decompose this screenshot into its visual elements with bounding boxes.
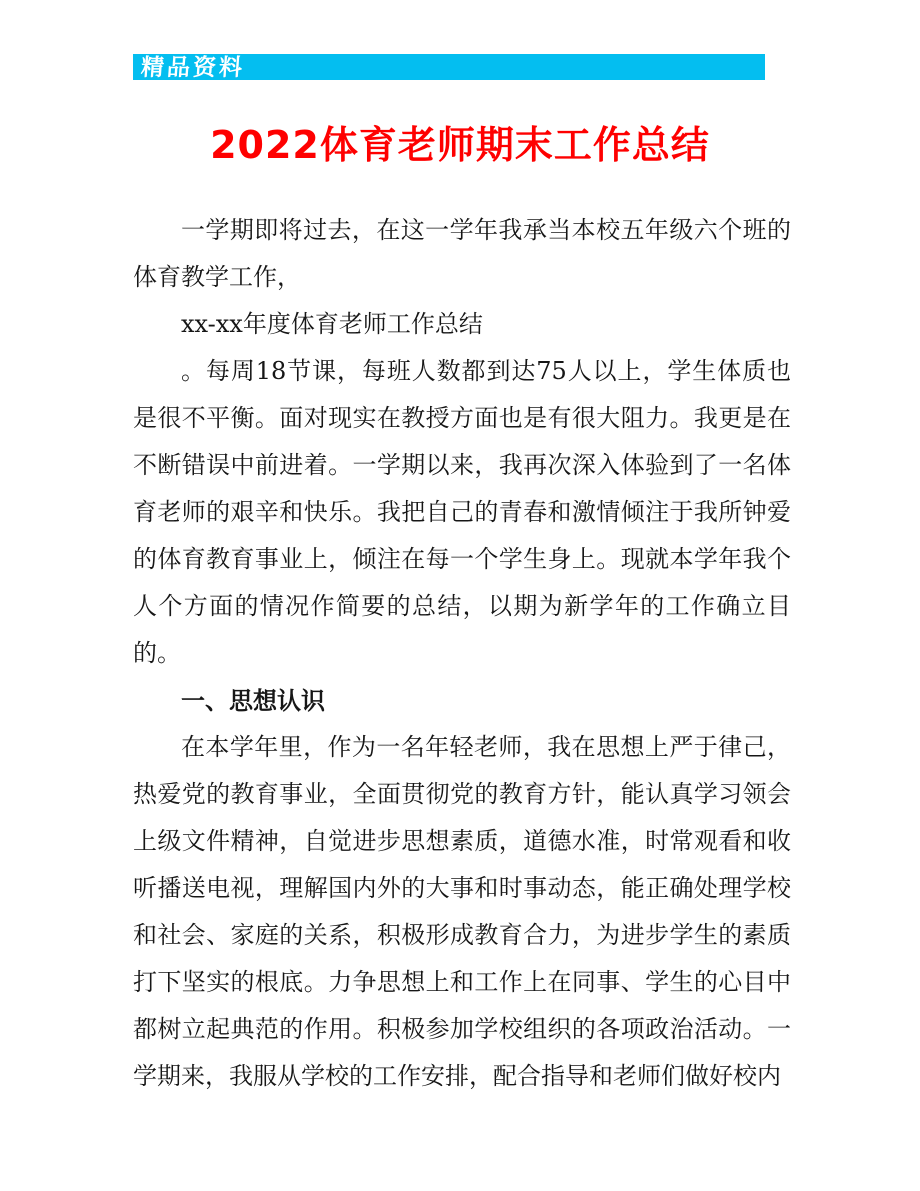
paragraph-ideology-body: 在本学年里，作为一名年轻老师，我在思想上严于律己，热爱党的教育事业，全面贯彻党的教育方针，能认真学习领会上级文件精神，自觉进步思想素质，道德水准，时常观看和收听播送电视，理解国内外的大事和时事动态，能正确处理学校和社会、家庭的关系，积极形成教育合力，为进步学生的素质打下坚实的根底。力争思想上和工作上在同事、学生的心目中都树立起典范的作用。积极参加学校组织的各项政治活动。一学期来，我服从学校的工作安排，配合指导和老师们做好校内 (133, 733, 791, 1090)
banner-label: 精品资料 (140, 53, 246, 81)
header-banner (133, 54, 765, 80)
paragraph-intro: 一学期即将过去，在这一学年我承当本校五年级六个班的体育教学工作， (133, 216, 791, 291)
paragraph-subtitle: xx-xx年度体育老师工作总结 (181, 310, 483, 338)
paragraph-overview: 。每周18节课，每班人数都到达75人以上，学生体质也是很不平衡。面对现实在教授方面也是有很大阻力。我更是在不断错误中前进着。一学期以来，我再次深入体验到了一名体育老师的艰辛和快乐。我把自己的青春和激情倾注于我所钟爱的体育教育事业上，倾注在每一个学生身上。现就本学年我个人个方面的情况作简要的总结，以期为新学年的工作确立目的。 (133, 357, 791, 667)
section-heading-ideology: 一、思想认识 (181, 686, 325, 715)
document-title: 2022体育老师期末工作总结 (210, 123, 710, 167)
document-body (133, 207, 791, 1100)
